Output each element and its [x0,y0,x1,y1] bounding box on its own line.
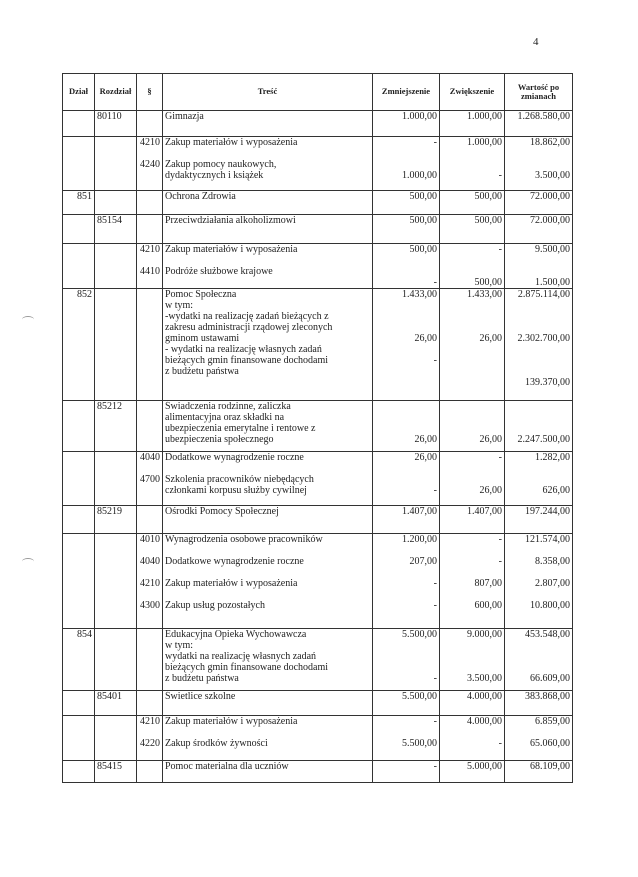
cell-zwiekszenie: 500,00 [440,191,505,215]
table-row [63,761,573,783]
cell-zmniejszenie: 1.200,00 207,00 - - [373,534,440,629]
cell-rozdzial [95,137,137,191]
cell-dzial: 851 [63,191,95,215]
cell-rozdzial [95,716,137,761]
cell-zwiekszenie: - - 807,00 600,00 [440,534,505,629]
cell-dzial [63,452,95,506]
cell-zwiekszenie: 9.000,00 3.500,00 [440,629,505,691]
table-row [63,716,573,761]
cell-tresc: Edukacyjna Opieka Wychowawcza w tym: wydatki na realizację własnych zadań bieżących gmin finansowane dochodami z budżetu państwa [163,629,373,691]
cell-rozdzial [95,452,137,506]
table-row [63,506,573,534]
cell-zmniejszenie: 1.433,00 26,00 - [373,289,440,401]
cell-paragraf: 4010 4040 4210 4300 [137,534,163,629]
table-row [63,691,573,716]
cell-zmniejszenie: 5.500,00 [373,691,440,716]
cell-rozdzial: 85415 [95,761,137,783]
cell-wartosc: 9.500,00 1.500,00 [505,244,573,289]
cell-rozdzial: 85219 [95,506,137,534]
table-row [63,401,573,452]
cell-zmniejszenie: - 5.500,00 [373,716,440,761]
cell-paragraf [137,401,163,452]
cell-zmniejszenie: - 1.000,00 [373,137,440,191]
cell-dzial [63,761,95,783]
header-tresc: Treść [163,74,373,111]
header-zmniejszenie: Zmniejszenie [373,74,440,111]
budget-table [62,73,573,783]
cell-zwiekszenie: 1.000,00 - [440,137,505,191]
cell-zmniejszenie: 500,00 - [373,244,440,289]
table-row [63,289,573,401]
cell-zwiekszenie: 26,00 [440,401,505,452]
table-header-row [63,74,573,111]
cell-rozdzial [95,289,137,401]
cell-rozdzial [95,534,137,629]
cell-wartosc: 383.868,00 [505,691,573,716]
cell-rozdzial: 80110 [95,111,137,137]
cell-tresc: Ośrodki Pomocy Społecznej [163,506,373,534]
punch-mark [22,558,34,565]
cell-tresc: Ochrona Zdrowia [163,191,373,215]
cell-zmniejszenie: - [373,761,440,783]
cell-zmniejszenie: 26,00 [373,401,440,452]
cell-paragraf: 4040 4700 [137,452,163,506]
cell-rozdzial [95,244,137,289]
cell-paragraf: 4210 4410 [137,244,163,289]
cell-wartosc: 72.000,00 [505,215,573,244]
header-zwiekszenie: Zwiększenie [440,74,505,111]
cell-paragraf: 4210 4220 [137,716,163,761]
cell-wartosc: 453.548,00 66.609,00 [505,629,573,691]
cell-wartosc: 68.109,00 [505,761,573,783]
header-wartosc: Wartość po zmianach [505,74,573,111]
cell-wartosc: 1.282,00 626,00 [505,452,573,506]
cell-tresc: Gimnazja [163,111,373,137]
header-rozdzial: Rozdział [95,74,137,111]
punch-mark [22,316,34,323]
cell-rozdzial: 85154 [95,215,137,244]
cell-tresc: Pomoc Społeczna w tym: -wydatki na realizację zadań bieżących z zakresu administracji rządowej zleconych gminom ustawami - wydatki na realizację własnych zadań bieżących gmin finansowane dochodami z budżetu państwa [163,289,373,401]
cell-rozdzial: 85401 [95,691,137,716]
cell-tresc: Dodatkowe wynagrodzenie roczne Szkolenia pracowników niebędących członkami korpusu służby cywilnej [163,452,373,506]
cell-dzial [63,244,95,289]
cell-tresc: Świetlice szkolne [163,691,373,716]
cell-wartosc: 18.862,00 3.500,00 [505,137,573,191]
cell-tresc: Przeciwdziałania alkoholizmowi [163,215,373,244]
cell-paragraf [137,506,163,534]
cell-zmniejszenie: 1.000,00 [373,111,440,137]
table-row [63,137,573,191]
table-row [63,111,573,137]
cell-tresc: Zakup materiałów i wyposażenia Zakup pomocy naukowych, dydaktycznych i książek [163,137,373,191]
cell-zwiekszenie: - 26,00 [440,452,505,506]
cell-paragraf [137,215,163,244]
cell-wartosc: 197.244,00 [505,506,573,534]
cell-wartosc: 2.247.500,00 [505,401,573,452]
cell-zmniejszenie: 500,00 [373,191,440,215]
cell-zwiekszenie: 1.000,00 [440,111,505,137]
cell-dzial [63,215,95,244]
cell-paragraf: 4210 4240 [137,137,163,191]
cell-zwiekszenie: 500,00 [440,215,505,244]
cell-zmniejszenie: 26,00 - [373,452,440,506]
cell-tresc: Zakup materiałów i wyposażenia Podróże służbowe krajowe [163,244,373,289]
cell-zmniejszenie: 1.407,00 [373,506,440,534]
cell-dzial [63,401,95,452]
cell-tresc: Wynagrodzenia osobowe pracowników Dodatkowe wynagrodzenie roczne Zakup materiałów i wyposażenia Zakup usług pozostałych [163,534,373,629]
cell-rozdzial [95,191,137,215]
cell-rozdzial [95,629,137,691]
cell-tresc: Świadczenia rodzinne, zaliczka alimentacyjna oraz składki na ubezpieczenia emerytalne i rentowe z ubezpieczenia społecznego [163,401,373,452]
cell-dzial: 852 [63,289,95,401]
table-row [63,244,573,289]
cell-wartosc: 6.859,00 65.060,00 [505,716,573,761]
cell-zwiekszenie: 1.433,00 26,00 [440,289,505,401]
cell-paragraf [137,761,163,783]
cell-dzial [63,716,95,761]
table-row [63,534,573,629]
cell-tresc: Pomoc materialna dla uczniów [163,761,373,783]
cell-zwiekszenie: 4.000,00 - [440,716,505,761]
cell-zmniejszenie: 5.500,00 - [373,629,440,691]
table-row [63,191,573,215]
cell-dzial [63,137,95,191]
cell-paragraf [137,691,163,716]
cell-zmniejszenie: 500,00 [373,215,440,244]
table-row [63,629,573,691]
cell-dzial: 854 [63,629,95,691]
cell-wartosc: 1.268.580,00 [505,111,573,137]
cell-paragraf [137,191,163,215]
cell-paragraf [137,629,163,691]
cell-dzial [63,534,95,629]
page-number: 4 [533,36,539,48]
header-dzial: Dział [63,74,95,111]
cell-wartosc: 121.574,00 8.358,00 2.807,00 10.800,00 [505,534,573,629]
cell-rozdzial: 85212 [95,401,137,452]
cell-zwiekszenie: 5.000,00 [440,761,505,783]
cell-zwiekszenie: 1.407,00 [440,506,505,534]
cell-dzial [63,111,95,137]
cell-wartosc: 2.875.114,00 2.302.700,00 139.370,00 [505,289,573,401]
cell-zwiekszenie: 4.000,00 [440,691,505,716]
cell-wartosc: 72.000,00 [505,191,573,215]
table-row [63,215,573,244]
cell-tresc: Zakup materiałów i wyposażenia Zakup środków żywności [163,716,373,761]
cell-paragraf [137,289,163,401]
cell-zwiekszenie: - 500,00 [440,244,505,289]
header-paragraf: § [137,74,163,111]
cell-dzial [63,506,95,534]
cell-paragraf [137,111,163,137]
cell-dzial [63,691,95,716]
table-row [63,452,573,506]
